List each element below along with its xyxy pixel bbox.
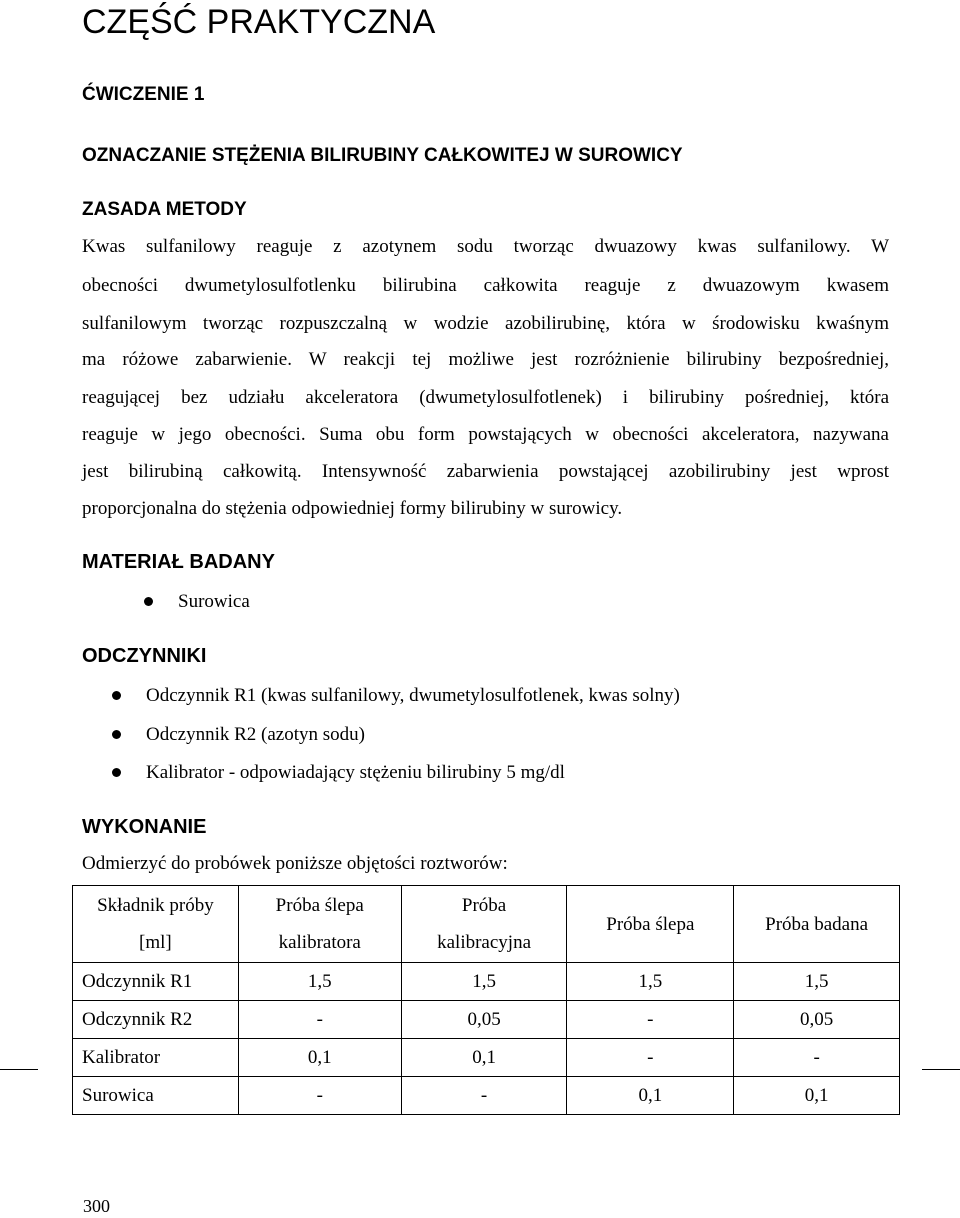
table-row [73,1001,900,1039]
exercise-title: OZNACZANIE STĘŻENIA BILIRUBINY CAŁKOWITEJ W SUROWICY [82,145,683,166]
table-header-cell [401,886,567,963]
table-cell: 0,1 [238,1039,401,1077]
table-cell: - [401,1077,567,1115]
page-number: 300 [83,1196,110,1216]
list-item: Surowica [178,591,250,612]
table-header-cell [734,886,900,963]
table-cell: - [567,1039,734,1077]
margin-rule-right [922,1069,960,1070]
principle-heading: ZASADA METODY [82,199,247,220]
header-line: Próba badana [765,913,869,935]
paragraph-line: reagującej bez udziału akceleratora (dwumetylosulfotlenek) i bilirubiny pośredniej, która [82,387,889,408]
table-header-row [73,886,900,963]
list-item: Kalibrator - odpowiadający stężeniu bilirubiny 5 mg/dl [146,762,565,783]
procedure-intro: Odmierzyć do probówek poniższe objętości roztworów: [82,853,508,874]
table-cell: - [567,1001,734,1039]
bullet-icon [144,597,153,606]
table-row [73,1039,900,1077]
volumes-table [72,885,900,1115]
bullet-icon [112,730,121,739]
header-line: kalibratora [278,932,361,953]
header-line: [ml] [139,932,172,953]
table-header-cell [73,886,239,963]
table-cell: 0,1 [734,1077,900,1115]
paragraph-line: obecności dwumetylosulfotlenku bilirubina całkowita reaguje z dwuazowym kwasem [82,275,889,296]
header-line: Próba ślepa [606,913,695,935]
table-cell: - [238,1001,401,1039]
table-cell: 0,1 [401,1039,567,1077]
table-header-cell [238,886,401,963]
table-cell: - [238,1077,401,1115]
procedure-heading: WYKONANIE [82,816,207,838]
material-heading: MATERIAŁ BADANY [82,551,275,573]
paragraph-line: Kwas sulfanilowy reaguje z azotynem sodu tworząc dwuazowy kwas sulfanilowy. W [82,236,889,257]
table-header-cell [567,886,734,963]
table-cell: Odczynnik R1 [73,963,239,1001]
bullet-icon [112,768,121,777]
table-cell: 1,5 [401,963,567,1001]
table-cell: 0,1 [567,1077,734,1115]
margin-rule-left [0,1069,38,1070]
paragraph-line: proporcjonalna do stężenia odpowiedniej formy bilirubiny w surowicy. [82,498,623,519]
paragraph-line: reaguje w jego obecności. Suma obu form powstających w obecności akceleratora, nazywana [82,424,889,445]
exercise-number: ĆWICZENIE 1 [82,84,205,105]
table-cell: 1,5 [567,963,734,1001]
table-cell: Odczynnik R2 [73,1001,239,1039]
bullet-icon [112,691,121,700]
table-cell: - [734,1039,900,1077]
table-cell: 0,05 [734,1001,900,1039]
header-line: Próba [461,895,507,916]
table-cell: 1,5 [734,963,900,1001]
reagents-heading: ODCZYNNIKI [82,645,207,667]
paragraph-line: jest bilirubiną całkowitą. Intensywność zabarwienia powstającej azobilirubiny jest wprost [82,461,889,482]
table-row [73,963,900,1001]
header-line: kalibracyjna [437,932,532,953]
header-line: Składnik próby [97,895,214,916]
table-cell: Surowica [73,1077,239,1115]
table-cell: Kalibrator [73,1039,239,1077]
list-item: Odczynnik R1 (kwas sulfanilowy, dwumetylosulfotlenek, kwas solny) [146,685,680,706]
paragraph-line: sulfanilowym tworząc rozpuszczalną w wodzie azobilirubinę, która w środowisku kwaśnym [82,313,889,334]
table-cell: 0,05 [401,1001,567,1039]
header-line: Próba ślepa [275,895,364,916]
table-cell: 1,5 [238,963,401,1001]
list-item: Odczynnik R2 (azotyn sodu) [146,724,365,745]
table-row [73,1077,900,1115]
page-title: CZĘŚĆ PRAKTYCZNA [82,3,436,41]
paragraph-line: ma różowe zabarwienie. W reakcji tej możliwe jest rozróżnienie bilirubiny bezpośredniej, [82,349,889,370]
